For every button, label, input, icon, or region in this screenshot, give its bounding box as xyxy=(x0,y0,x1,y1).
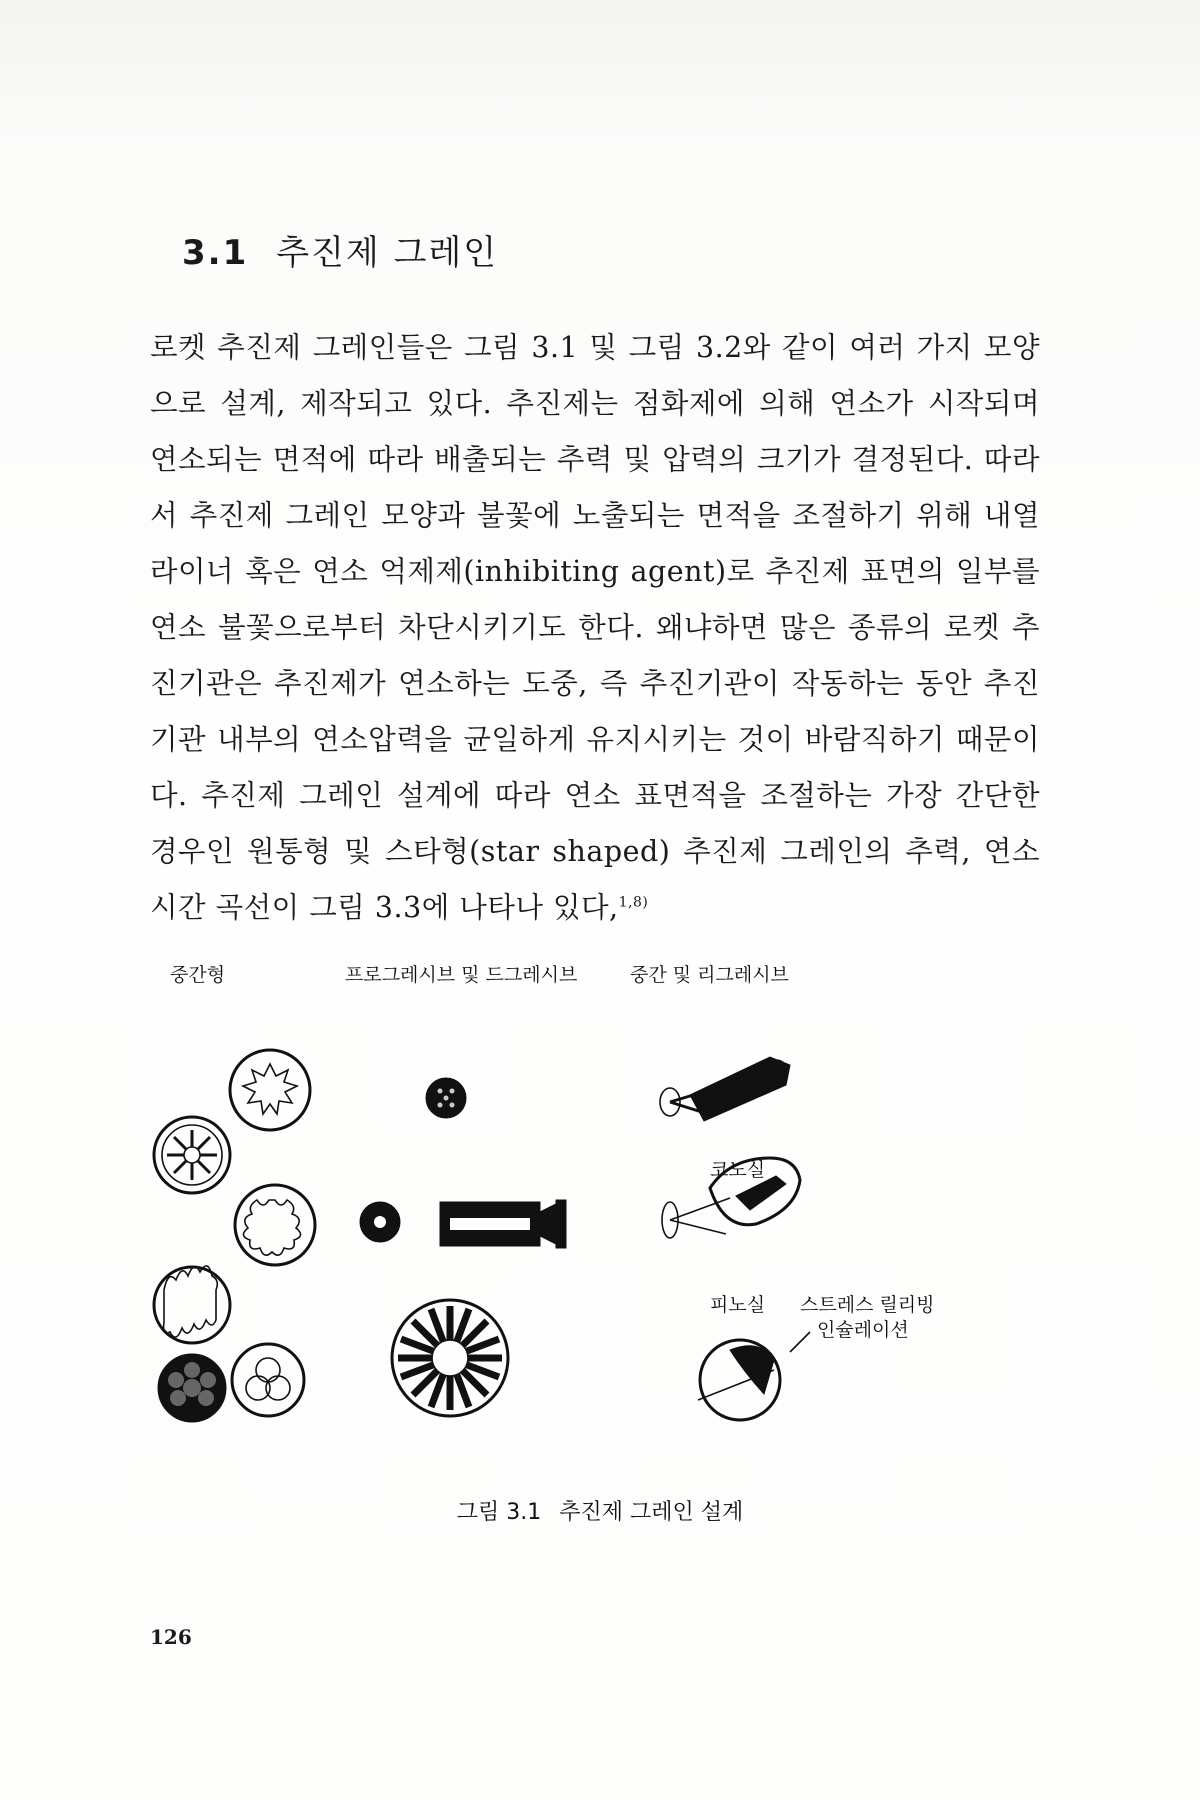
grain-illustrations xyxy=(150,960,1050,1490)
label-neutral-regressive: 중간 및 리그레시브 xyxy=(630,964,789,986)
rod-and-tube-grain-icon xyxy=(440,1200,566,1248)
reference-superscript: 1,8) xyxy=(618,894,649,911)
slotted-grain-icon xyxy=(154,1117,230,1193)
paragraph-text: 로켓 추진제 그레인들은 그림 3.1 및 그림 3.2와 같이 여러 가지 모양으로 설계, 제작되고 있다. 추진제는 점화제에 의해 연소가 시작되며 연소되는 면적에 따라 배출되는 추력 및 압력의 크기가 결정된다. 따라서 추진제 그레인 모양과 불꽃에 노출되는 면적을 조절하기 위해 내열 라이너 혹은 연소 억제제(inhibiting agent)로 추진제 표면의 일부를 연소 불꽃으로부터 차단시키기도 한다. 왜냐하면 많은 종류의 로켓 추진기관은 추진제가 연소하는 도중, 즉 추진기관이 작동하는 동안 추진기관 내부의 연소압력을 균일하게 유지시키는 것이 바람직하기 때문이다. 추진제 그레인 설계에 따라 연소 표면적을 조절하는 가장 간단한 경우인 원통형 및 스타형(star shaped) 추진제 그레인의 추력, 연소시간 곡선이 그림 3.3에 나타나 있다, xyxy=(150,331,1040,924)
label-finocyl: 피노실 xyxy=(710,1294,766,1316)
label-stress-relief-line2: 인슐레이션 xyxy=(817,1319,909,1341)
tubular-grain-end-icon xyxy=(360,1202,400,1242)
figure-caption xyxy=(150,1495,1050,1526)
label-neutral: 중간형 xyxy=(170,964,226,986)
trilobe-grain-icon xyxy=(232,1344,304,1416)
section-heading xyxy=(182,225,498,274)
figure-3-1 xyxy=(150,960,1050,1580)
slotted-tube-grain-icon xyxy=(392,1300,508,1416)
body-paragraph xyxy=(150,320,1040,936)
section-number: 3.1 xyxy=(182,233,249,273)
star-grain-icon xyxy=(230,1050,310,1130)
wagon-wheel-grain-icon xyxy=(235,1185,315,1265)
label-stress-relief-line1: 스트레스 릴리빙 xyxy=(800,1294,935,1316)
conocyl-grain-icon xyxy=(660,1057,790,1121)
multi-perforation-disk-icon xyxy=(426,1078,466,1118)
figure-caption-number: 그림 3.1 xyxy=(456,1500,542,1525)
dendrite-grain-icon xyxy=(154,1266,230,1343)
multiperforated-grain-icon xyxy=(158,1354,226,1422)
page-number: 126 xyxy=(150,1625,192,1649)
figure-caption-text: 추진제 그레인 설계 xyxy=(559,1500,744,1525)
label-conocyl: 코노실 xyxy=(710,1159,766,1181)
label-progressive-regressive: 프로그레시브 및 드그레시브 xyxy=(345,964,578,986)
section-title: 추진제 그레인 xyxy=(276,233,499,273)
stress-relief-grain-icon xyxy=(698,1332,810,1420)
